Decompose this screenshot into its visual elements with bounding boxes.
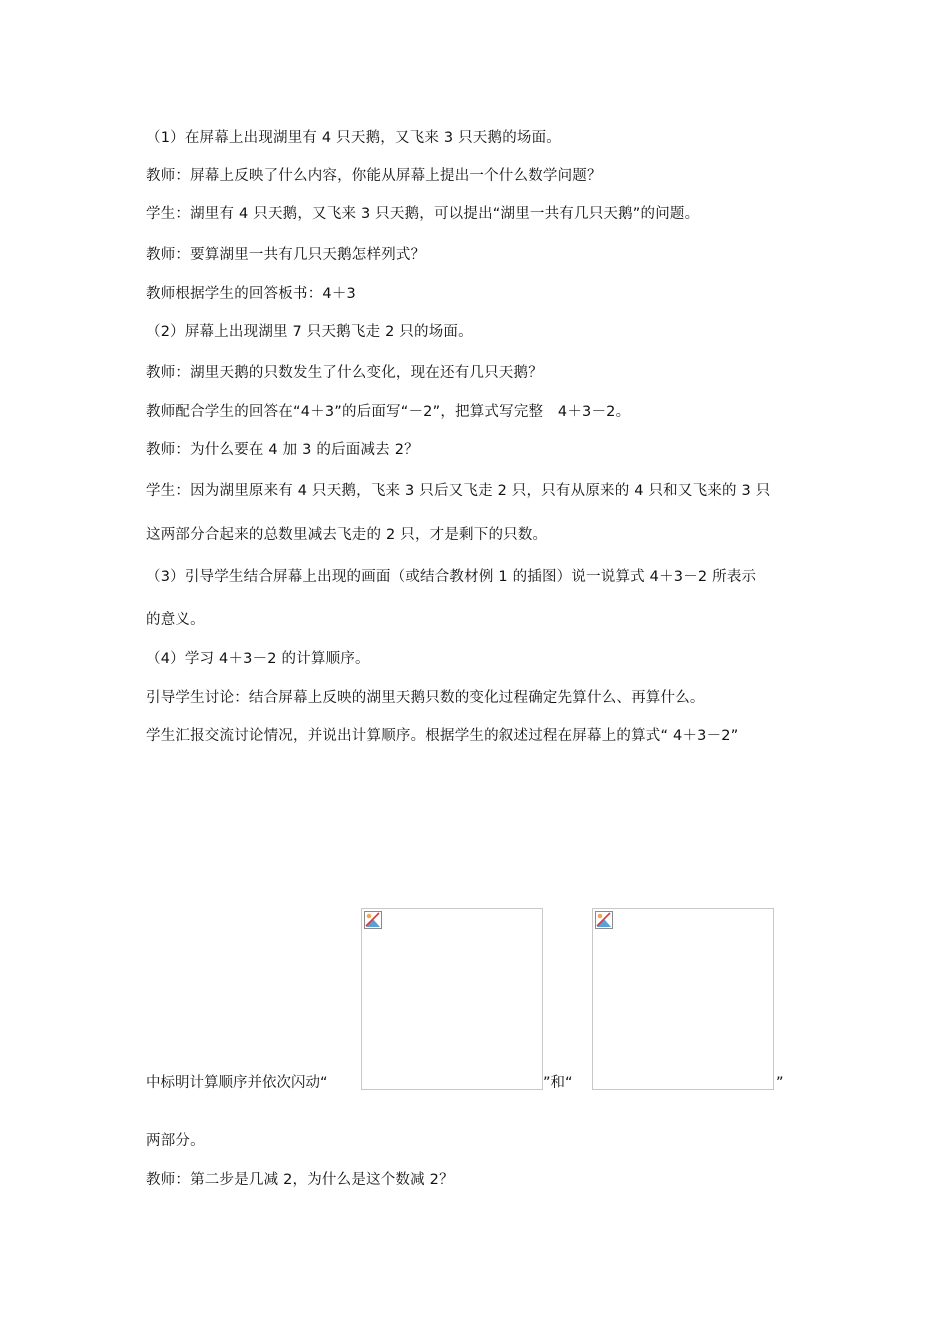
paragraph-8: 教师配合学生的回答在“4＋3”的后面写“－2”，把算式写完整 4＋3－2。 xyxy=(146,404,631,420)
inline-image-1 xyxy=(361,908,543,1090)
sentence-prefix: 中标明计算顺序并依次闪动“ xyxy=(146,1075,328,1091)
paragraph-2: 教师：屏幕上反映了什么内容，你能从屏幕上提出一个什么数学问题？ xyxy=(146,168,602,184)
paragraph-10: 学生：因为湖里原来有 4 只天鹅，飞来 3 只后又飞走 2 只，只有从原来的 4 只和又飞来的 3 只 xyxy=(146,483,771,499)
paragraph-1: （1）在屏幕上出现湖里有 4 只天鹅，又飞来 3 只天鹅的场面。 xyxy=(146,130,562,146)
paragraph-4: 教师：要算湖里一共有几只天鹅怎样列式？ xyxy=(146,247,426,263)
paragraph-7: 教师：湖里天鹅的只数发生了什么变化，现在还有几只天鹅？ xyxy=(146,365,543,381)
sentence-suffix: ” xyxy=(776,1075,784,1091)
broken-image-icon xyxy=(595,911,613,929)
paragraph-14: （4）学习 4＋3－2 的计算顺序。 xyxy=(146,651,370,667)
paragraph-11: 这两部分合起来的总数里减去飞走的 2 只，才是剩下的只数。 xyxy=(146,527,548,543)
sentence-middle: ”和“ xyxy=(543,1075,573,1091)
paragraph-9: 教师：为什么要在 4 加 3 的后面减去 2？ xyxy=(146,442,419,458)
paragraph-18: 教师：第二步是几减 2，为什么是这个数减 2？ xyxy=(146,1172,454,1188)
paragraph-17: 两部分。 xyxy=(146,1133,205,1149)
paragraph-6: （2）屏幕上出现湖里 7 只天鹅飞走 2 只的场面。 xyxy=(146,324,473,340)
paragraph-3: 学生：湖里有 4 只天鹅，又飞来 3 只天鹅，可以提出“湖里一共有几只天鹅”的问题。 xyxy=(146,206,700,222)
inline-image-2 xyxy=(592,908,774,1090)
paragraph-12: （3）引导学生结合屏幕上出现的画面（或结合教材例 1 的插图）说一说算式 4＋3－2 所表示 xyxy=(146,569,757,585)
paragraph-5: 教师根据学生的回答板书：4＋3 xyxy=(146,286,356,302)
broken-image-icon xyxy=(364,911,382,929)
paragraph-13: 的意义。 xyxy=(146,612,205,628)
paragraph-15: 引导学生讨论：结合屏幕上反映的湖里天鹅只数的变化过程确定先算什么、再算什么。 xyxy=(146,690,705,706)
paragraph-16: 学生汇报交流讨论情况，并说出计算顺序。根据学生的叙述过程在屏幕上的算式“ 4＋3－2” xyxy=(146,728,739,744)
